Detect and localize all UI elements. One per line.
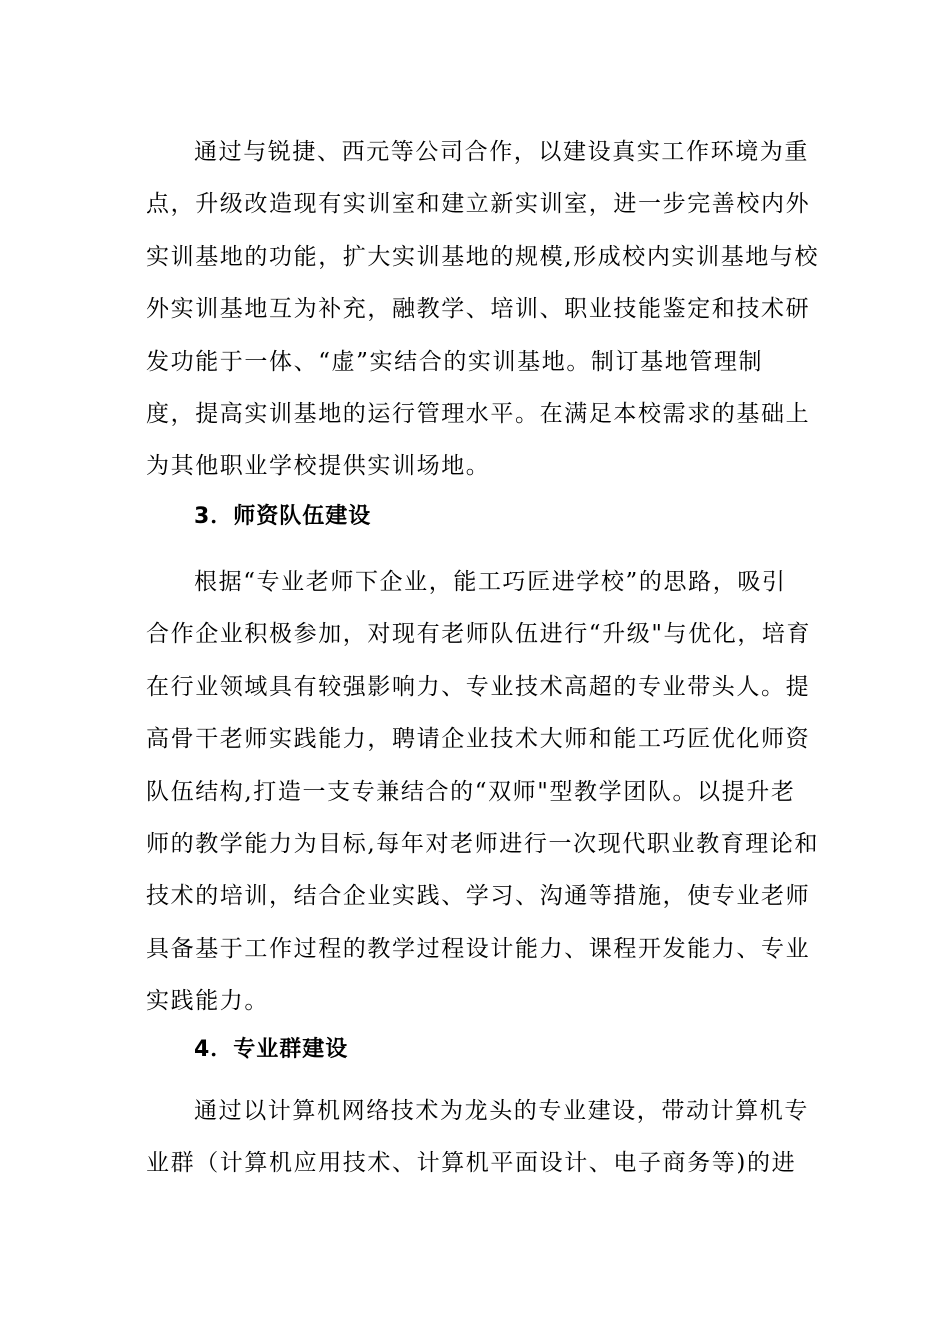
text-line: 发功能于一体、“虚”实结合的实训基地。制订基地管理制: [146, 348, 764, 375]
text-line: 在行业领域具有较强影响力、专业技术高超的专业带头人。提: [146, 673, 811, 700]
text-line: 外实训基地互为补充，融教学、培训、职业技能鉴定和技术研: [146, 296, 811, 323]
section-heading-major-group: 4．专业群建设: [194, 1037, 349, 1062]
paragraph-training-base: [146, 126, 820, 493]
text-line: 实践能力。: [146, 988, 269, 1015]
text-line: 技术的培训，结合企业实践、学习、沟通等措施，使专业老师: [146, 883, 811, 910]
section-heading-faculty: 3．师资队伍建设: [194, 504, 372, 529]
text-line: 具备基于工作过程的教学过程设计能力、课程开发能力、专业: [146, 935, 811, 962]
text-line: 合作企业积极参加，对现有老师队伍进行“升级"与优化，培育: [146, 621, 812, 648]
paragraph-major-group: [146, 1085, 808, 1190]
paragraph-faculty: [146, 556, 820, 1028]
text-line: 度，提高实训基地的运行管理水平。在满足本校需求的基础上: [146, 400, 811, 427]
text-line: 根据“专业老师下企业，能工巧匠进学校”的思路，吸引: [194, 569, 787, 595]
text-line: 通过以计算机网络技术为龙头的专业建设，带动计算机专: [194, 1098, 809, 1124]
text-line: 师的教学能力为目标,每年对老师进行一次现代职业教育理论和: [146, 830, 820, 857]
text-line: 业群（计算机应用技术、计算机平面设计、电子商务等)的进: [146, 1150, 797, 1177]
text-line: 为其他职业学校提供实训场地。: [146, 453, 491, 480]
text-line: 点，升级改造现有实训室和建立新实训室，进一步完善校内外: [146, 191, 811, 218]
text-line: 通过与锐捷、西元等公司合作，以建设真实工作环境为重: [194, 139, 809, 165]
text-line: 高骨干老师实践能力，聘请企业技术大师和能工巧匠优化师资: [146, 726, 811, 753]
text-line: 实训基地的功能，扩大实训基地的规模,形成校内实训基地与校: [146, 243, 820, 270]
text-line: 队伍结构,打造一支专兼结合的“双师"型教学团队。以提升老: [146, 778, 796, 805]
